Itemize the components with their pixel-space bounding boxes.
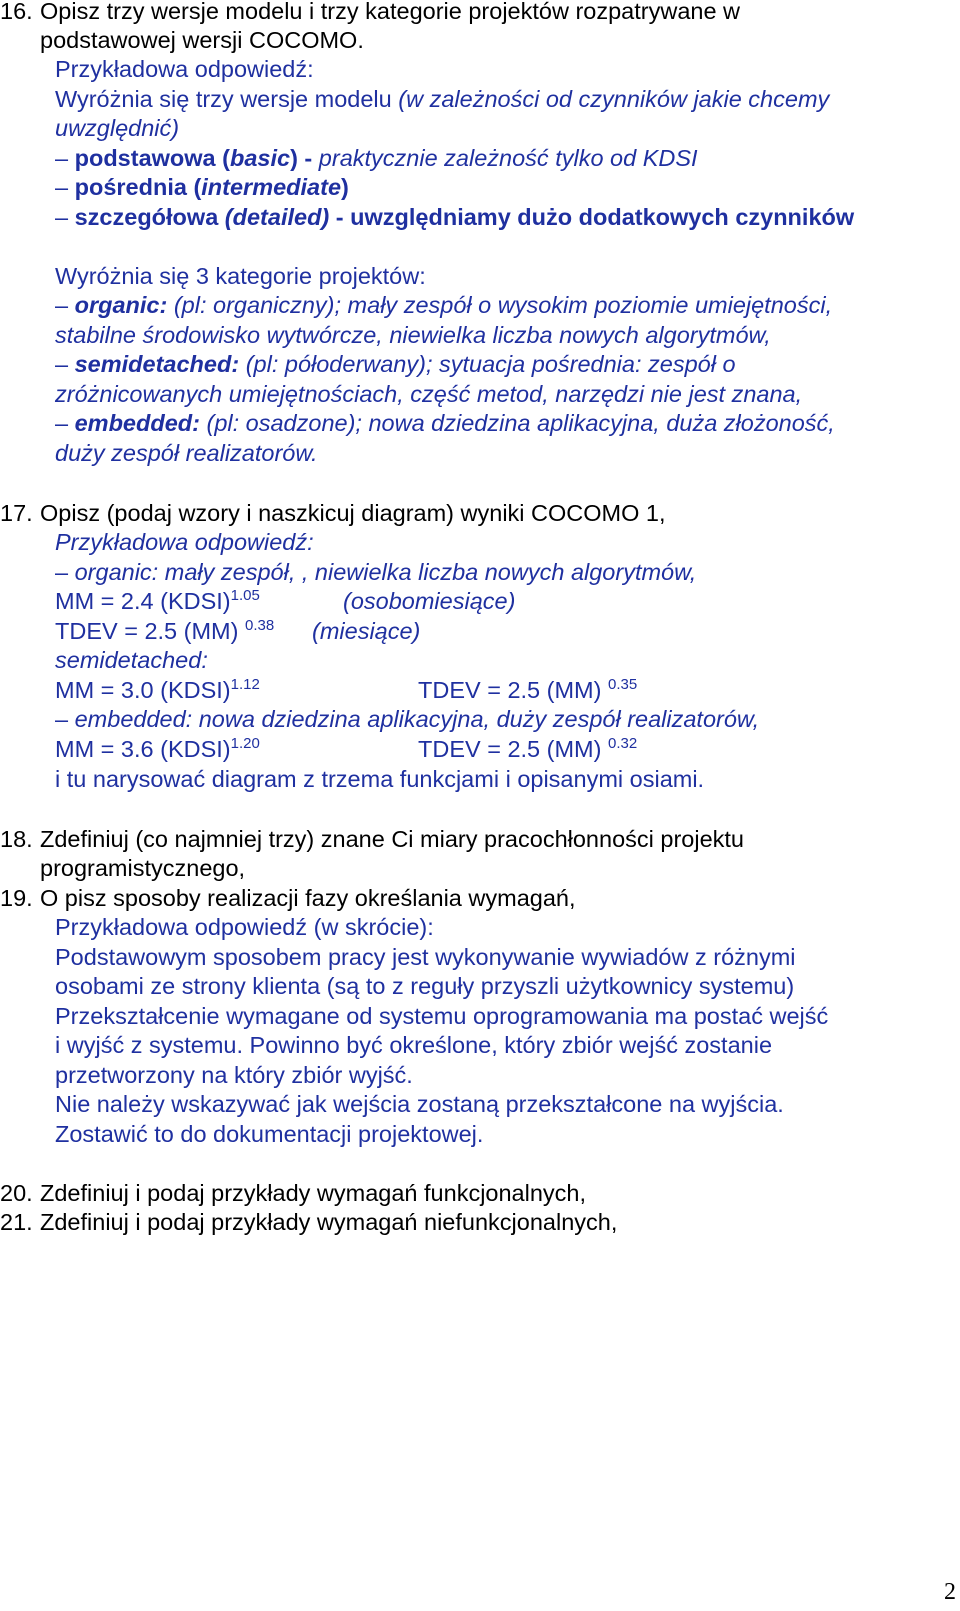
- q19-answer-line: Podstawowym sposobem pracy jest wykonywanie wywiadów z różnymi: [55, 944, 796, 970]
- q16-version-intermediate: – pośrednia (intermediate): [55, 174, 349, 200]
- q16-version-basic: – podstawowa (basic) - praktycznie zależność tylko od KDSI: [55, 145, 698, 171]
- q17-tdev-organic-unit: (miesiące): [312, 618, 421, 644]
- q17-mm-organic: MM = 2.4 (KDSI)$^{1.05}$: [55, 587, 260, 614]
- q16-title-line1: Opisz trzy wersje modelu i trzy kategorie projektów rozpatrywane w: [40, 0, 741, 24]
- q17-embedded-line: – embedded: nowa dziedzina aplikacyjna, duży zespół realizatorów,: [55, 706, 760, 732]
- q17-tdev-semidetached: TDEV = 2.5 (MM) $^{0.35}$: [418, 676, 638, 703]
- q21-number: 21.: [0, 1209, 33, 1235]
- q16-versions-intro-cont: uwzględnić): [55, 115, 180, 141]
- q19-title: O pisz sposoby realizacji fazy określania wymagań,: [40, 885, 576, 911]
- q16-versions-intro: Wyróżnia się trzy wersje modelu (w zależności od czynników jakie chcemy: [55, 86, 830, 112]
- q20-number: 20.: [0, 1180, 33, 1206]
- q20-title: Zdefiniuj i podaj przykłady wymagań funkcjonalnych,: [40, 1180, 587, 1206]
- q17-semidetached-label: semidetached:: [55, 647, 208, 673]
- q17-organic-line: – organic: mały zespół, , niewielka liczba nowych algorytmów,: [55, 559, 697, 585]
- q19-answer-line: Zostawić to do dokumentacji projektowej.: [55, 1121, 484, 1147]
- q17-diagram-note: i tu narysować diagram z trzema funkcjami i opisanymi osiami.: [55, 766, 705, 792]
- q19-answer-line: i wyjść z systemu. Powinno być określone, który zbiór wejść zostanie: [55, 1032, 773, 1058]
- q16-category-organic-cont: stabilne środowisko wytwórcze, niewielka liczba nowych algorytmów,: [55, 322, 771, 348]
- q19-answer-line: Nie należy wskazywać jak wejścia zostaną przekształcone na wyjścia.: [55, 1091, 784, 1117]
- q19-answer-line: osobami ze strony klienta (są to z reguły przyszli użytkownicy systemu): [55, 973, 795, 999]
- q16-category-embedded: – embedded: (pl: osadzone); nowa dziedzina aplikacyjna, duża złożoność,: [55, 410, 835, 436]
- q18-title-line1: Zdefiniuj (co najmniej trzy) znane Ci miary pracochłonności projektu: [40, 826, 744, 852]
- q17-mm-organic-unit: (osobomiesiące): [343, 588, 516, 614]
- q17-tdev-organic: TDEV = 2.5 (MM) $^{0.38}$: [55, 617, 275, 644]
- q19-answer-line: przetworzony na który zbiór wyjść.: [55, 1062, 413, 1088]
- q16-sample-label: Przykładowa odpowiedź:: [55, 56, 314, 82]
- q19-answer-line: Przekształcenie wymagane od systemu oprogramowania ma postać wejść: [55, 1003, 829, 1029]
- q16-number: 16.: [0, 0, 33, 24]
- q16-categories-intro: Wyróżnia się 3 kategorie projektów:: [55, 263, 426, 289]
- q17-sample-label: Przykładowa odpowiedź:: [55, 529, 314, 555]
- q16-version-detailed: – szczegółowa (detailed) - uwzględniamy dużo dodatkowych czynników: [55, 204, 855, 230]
- q17-mm-semidetached: MM = 3.0 (KDSI)$^{1.12}$: [55, 676, 260, 703]
- q19-sample-label: Przykładowa odpowiedź (w skrócie):: [55, 914, 434, 940]
- q17-mm-embedded: MM = 3.6 (KDSI)$^{1.20}$: [55, 735, 260, 762]
- page-number: 2: [944, 1579, 956, 1605]
- q18-title-line2: programistycznego,: [40, 855, 246, 881]
- q19-number: 19.: [0, 885, 33, 911]
- q17-number: 17.: [0, 500, 33, 526]
- q18-number: 18.: [0, 826, 33, 852]
- q17-title: Opisz (podaj wzory i naszkicuj diagram) wyniki COCOMO 1,: [40, 500, 666, 526]
- q16-category-semidetached-cont: zróżnicowanych umiejętnościach, część metod, narzędzi nie jest znana,: [55, 381, 803, 407]
- q16-title-line2: podstawowej wersji COCOMO.: [40, 27, 364, 53]
- q16-category-organic: – organic: (pl: organiczny); mały zespół o wysokim poziomie umiejętności,: [55, 292, 833, 318]
- q21-title: Zdefiniuj i podaj przykłady wymagań niefunkcjonalnych,: [40, 1209, 618, 1235]
- q16-category-semidetached: – semidetached: (pl: półoderwany); sytuacja pośrednia: zespół o: [55, 351, 736, 377]
- q17-tdev-embedded: TDEV = 2.5 (MM) $^{0.32}$: [418, 735, 638, 762]
- q16-category-embedded-cont: duży zespół realizatorów.: [55, 440, 318, 466]
